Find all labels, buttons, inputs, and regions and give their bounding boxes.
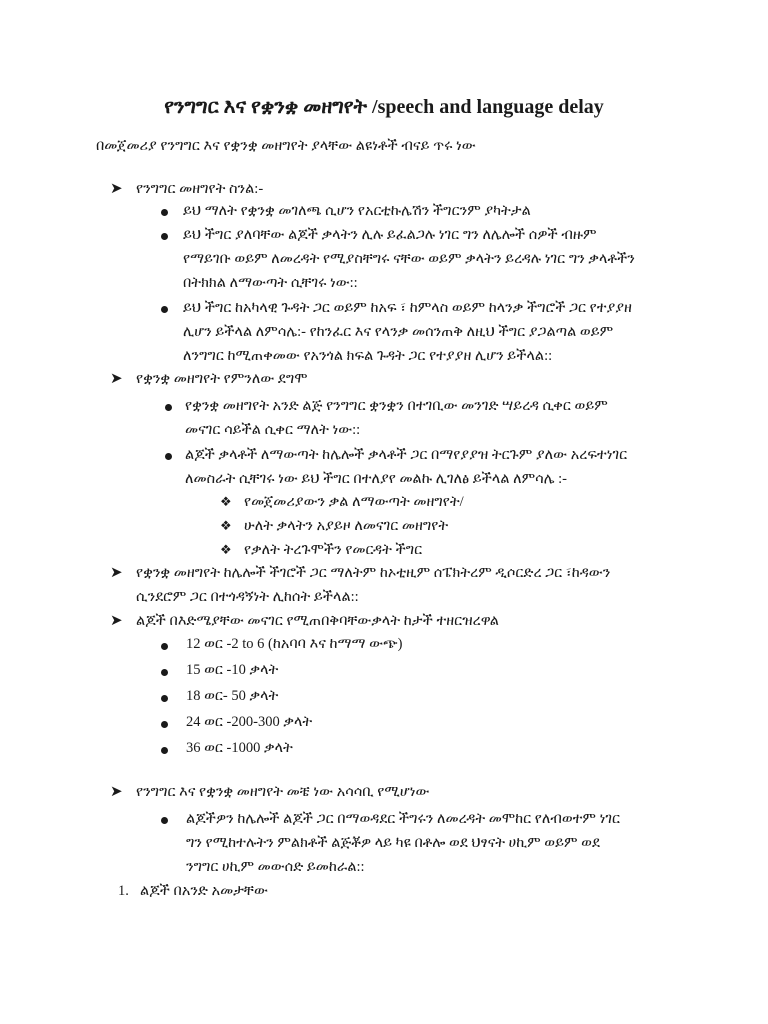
section-heading: ልጆች በእድሜያቸው መናገር የሚጠበቅባቸውቃላት ከታች ተዘርዝረዋል [136, 613, 499, 629]
bullet-text: የማይገቡ ወይም ለመረዳት የሚያስቸግሩ ናቸው ወይም ቃላትን ይረዳሉ ነገር ግን ቃላቶችን [183, 251, 635, 267]
bullet-dot-icon [161, 643, 168, 650]
arrow-bullet-icon: ➤ [110, 565, 123, 581]
arrow-bullet-icon: ➤ [110, 181, 123, 197]
bullet-dot-icon [161, 306, 168, 313]
bullet-text: ይህ ማለት የቋንቋ መገለጫ ሲሆን የአርቲኩሌሽን ችግርንም ያካትታል [183, 203, 531, 219]
section-heading: የንግግር መዘግየት ስንል:- [136, 181, 264, 197]
bullet-dot-icon [165, 453, 172, 460]
bullet-text: ለንግግር ከሚጠቀመው የአንጎል ክፍል ጉዳት ጋር የተያያዘ ሊሆን ይችላል:: [183, 348, 553, 364]
milestone-item: 24 ወር -200-300 ቃላት [186, 714, 313, 730]
intro-text: በመጀመሪያ የንግግር እና የቋንቋ መዘግየት ያላቸው ልዩነቶች ብናይ ጥሩ ነው [96, 138, 476, 154]
arrow-bullet-icon: ➤ [110, 784, 123, 800]
diamond-bullet-icon: ❖ [220, 518, 232, 533]
bullet-dot-icon [161, 695, 168, 702]
numbered-item-text: ልጆች በአንድ አመታቸው [140, 883, 268, 899]
bullet-text: ይህ ችግር ከአካላዊ ጉዳት ጋር ወይም ከአፍ ፣ ከምላስ ወይም ከላንቃ ችግሮች ጋር የተያያዘ [183, 300, 632, 316]
bullet-dot-icon [161, 747, 168, 754]
diamond-bullet-icon: ❖ [220, 542, 232, 557]
bullet-dot-icon [165, 404, 172, 411]
bullet-text: ሊሆን ይችላል ለምሳሌ:- የከንፈር እና የላንቃ መሰንጠቅ ለዚህ ችግር ያጋልጣል ወይም [183, 324, 614, 340]
bullet-dot-icon [161, 233, 168, 240]
list-number: 1. [118, 883, 129, 899]
bullet-dot-icon [161, 721, 168, 728]
section-heading: የቋንቋ መዘግየት ከሌሎች ችገሮች ጋር ማለትም ከኦቲዚም ሰፔክትረም ዲሶርድረ ጋር ፣ከዳውን [136, 565, 611, 581]
bullet-text: ንግግር ሀኪም መውሰድ ይመከራል:: [186, 859, 365, 875]
bullet-text: ልጆችዎን ከሌሎች ልጆች ጋር በማወዳደር ችግሩን ለመረዳት መሞከር የለብወተም ነገር [186, 811, 620, 827]
example-text: ሁለት ቃላትን አያይዞ ለመናገር መዘግየት [244, 518, 449, 534]
arrow-bullet-icon: ➤ [110, 613, 123, 629]
bullet-text: መናገር ሳይችል ሲቀር ማለት ነው:: [185, 422, 361, 438]
bullet-text: ይህ ችግር ያለባቸው ልጆች ቃላትን ሊሉ ይፈልጋሉ ነገር ግን ለሌሎች ሰዎች ብዙም [183, 227, 597, 243]
bullet-text: የቋንቋ መዘግየት አንድ ልጅ የንግግር ቋንቋን በተገቢው መንገድ ሣይረዳ ሲቀር ወይም [185, 398, 608, 414]
bullet-text: ግን የሚከተሉትን ምልክቶች ልጅቾዎ ላይ ካዩ በቶሎ ወደ ህፃናት ሀኪም ወይም ወደ [186, 835, 600, 851]
section-heading: የንግግር እና የቋንቋ መዘግየት መቼ ነው አሳሳቢ የሚሆነው [136, 784, 430, 800]
bullet-dot-icon [161, 669, 168, 676]
milestone-item: 12 ወር -2 to 6 (ከአባባ እና ከማማ ውጭ) [186, 636, 403, 652]
bullet-text: ለመስራት ሲቸገሩ ነው ይህ ችግር በተለያየ መልኩ ሊገለፅ ይችላል ለምሳሌ :- [185, 471, 567, 487]
section-heading: የቋንቋ መዘግየት የምንለው ደግሞ [136, 371, 308, 387]
document-title: የንግግር እና የቋንቋ መዘግየት /speech and language delay [164, 96, 604, 118]
bullet-text: በትክክል ለማውጣት ሲቸገሩ ነው:: [183, 275, 358, 291]
diamond-bullet-icon: ❖ [220, 494, 232, 509]
example-text: የመጀመሪያውን ቃል ለማውጣት መዘግየት/ [244, 494, 464, 510]
milestone-item: 36 ወር -1000 ቃላት [186, 740, 293, 756]
section-heading: ሲንደሮም ጋር በተጎዳኝነት ሊከሰት ይችላል:: [136, 589, 359, 605]
bullet-dot-icon [161, 817, 168, 824]
bullet-dot-icon [161, 209, 168, 216]
example-text: የቃለት ትረጉሞችን የመርዳት ችግር [244, 542, 423, 558]
arrow-bullet-icon: ➤ [110, 371, 123, 387]
milestone-item: 18 ወር- 50 ቃላት [186, 688, 279, 704]
milestone-item: 15 ወር -10 ቃላት [186, 662, 279, 678]
bullet-text: ልጆች ቃላቶች ለማውጣት ከሌሎች ቃላቶች ጋር በማየያያዝ ትርጉም ያለው አረፍተነገር [185, 447, 628, 463]
